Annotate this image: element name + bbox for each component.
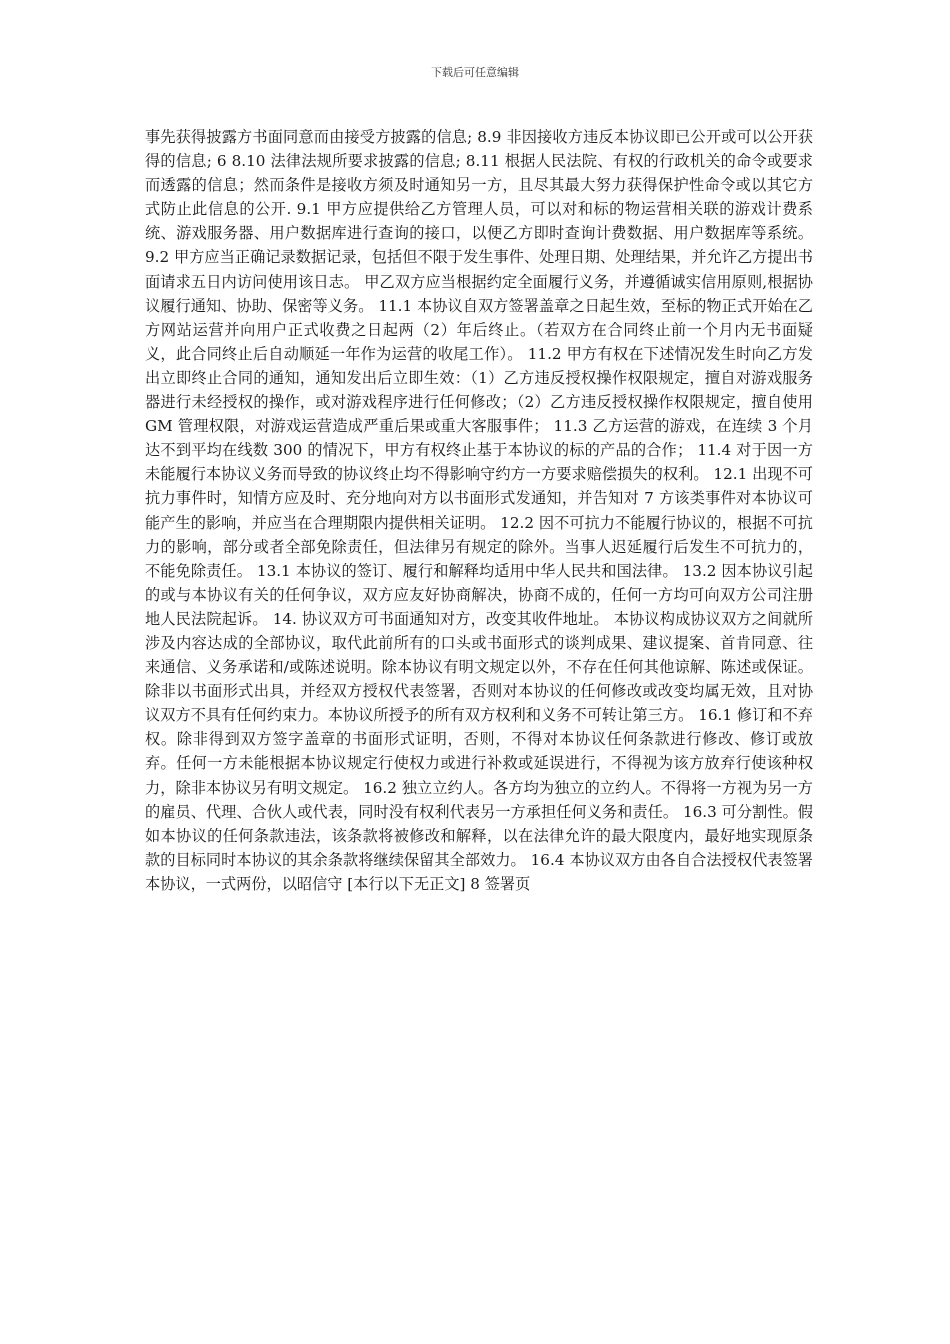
document-body-text: 事先获得披露方书面同意而由接受方披露的信息; 8.9 非因接收方违反本协议即已公开或可以公开获得的信息; 6 8.10 法律法规所要求披露的信息; 8.11 根据人民法院、有权的行政机关的命令或要求而透露的信息；然而条件是接收方须及时通知另一方，且尽其最大努力获得保护性命令或以其它方式防止此信息的公开. 9.1 甲方应提供给乙方管理人员，可以对和标的物运营相关联的游戏计费系统、游戏服务器、用户数据库进行查询的接口，以便乙方即时查询计费数据、用户数据库等系统。 9.2 甲方应当正确记录数据记录，包括但不限于发生事件、处理日期、处理结果，并允许乙方提出书面请求五日内访问使用该日志。 甲乙双方应当根据约定全面履行义务，并遵循诚实信用原则,根据协议履行通知、协助、保密等义务。 11.1 本协议自双方签署盖章之日起生效，至标的物正式开始在乙方网站运营并向用户正式收费之日起两（2）年后终止。（若双方在合同终止前一个月内无书面疑义，此合同终止后自动顺延一年作为运营的收尾工作）。 11.2 甲方有权在下述情况发生时向乙方发出立即终止合同的通知，通知发出后立即生效：（1）乙方违反授权操作权限规定，擅自对游戏服务器进行未经授权的操作，或对游戏程序进行任何修改；（2）乙方违反授权操作权限规定，擅自使用 GM 管理权限，对游戏运营造成严重后果或重大客服事件； 11.3 乙方运营的游戏，在连续 3 个月达不到平均在线数 300 的情况下，甲方有权终止基于本协议的标的产品的合作； 11.4 对于因一方未能履行本协议义务而导致的协议终止均不得影响守约方一方要求赔偿损失的权利。 12.1 出现不可抗力事件时，知情方应及时、充分地向对方以书面形式发通知，并告知对 7 方该类事件对本协议可能产生的影响，并应当在合理期限内提供相关证明。 12.2 因不可抗力不能履行协议的，根据不可抗力的影响，部分或者全部免除责任，但法律另有规定的除外。当事人迟延履行后发生不可抗力的，不能免除责任。 13.1 本协议的签订、履行和解释均适用中华人民共和国法律。 13.2 因本协议引起的或与本协议有关的任何争议，双方应友好协商解决，协商不成的，任何一方均可向双方公司注册地人民法院起诉。 14. 协议双方可书面通知对方，改变其收件地址。 本协议构成协议双方之间就所涉及内容达成的全部协议，取代此前所有的口头或书面形式的谈判成果、建议提案、首肯同意、往来通信、义务承诺和/或陈述说明。除本协议有明文规定以外，不存在任何其他谅解、陈述或保证。除非以书面形式出具，并经双方授权代表签署，否则对本协议的任何修改或改变均属无效，且对协议双方不具有任何约束力。本协议所授予的所有双方权利和义务不可转让第三方。 16.1 修订和不弃权。除非得到双方签字盖章的书面形式证明，否则，不得对本协议任何条款进行修改、修订或放弃。任何一方未能根据本协议规定行使权力或进行补救或延误进行，不得视为该方放弃行使该种权力，除非本协议另有明文规定。 16.2 独立立约人。各方均为独立的立约人。不得将一方视为另一方的雇员、代理、合伙人或代表，同时没有权利代表另一方承担任何义务和责任。 16.3 可分割性。假如本协议的任何条款违法，该条款将被修改和解释，以在法律允许的最大限度内，最好地实现原条款的目标同时本协议的其余条款将继续保留其全部效力。 16.4 本协议双方由各自合法授权代表签署本协议，一式两份，以昭信守 [本行以下无正文] 8 签署页: [145, 128, 813, 893]
page-header: 下载后可任意编辑: [431, 66, 519, 79]
